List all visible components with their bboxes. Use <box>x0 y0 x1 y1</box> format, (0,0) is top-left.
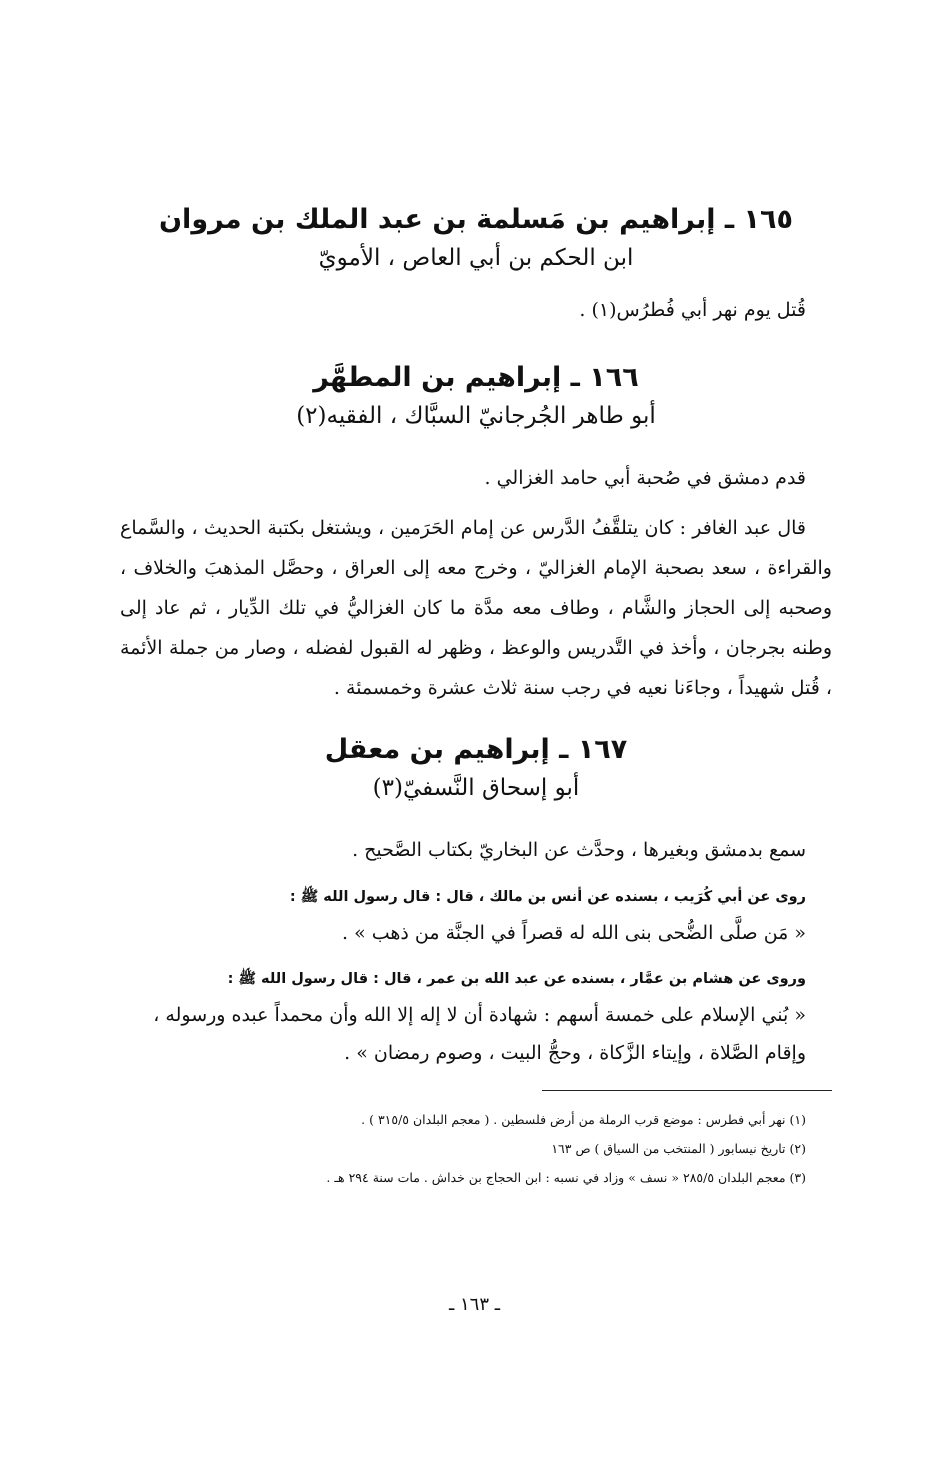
footnote: (٣) معجم البلدان ٢٨٥/٥ « نسف » وزاد في نسبه : ابن الحجاج بن خداش . مات سنة ٢٩٤ هـ . <box>326 1170 806 1185</box>
footnote: (١) نهر أبي فطرس : موضع قرب الرملة من أرض فلسطين . ( معجم البلدان ٣١٥/٥ ) . <box>361 1112 806 1127</box>
entry-subtitle-165: ابن الحكم بن أبي العاص ، الأمويّ <box>318 245 634 271</box>
footnote-divider <box>542 1090 832 1091</box>
entry-paragraph: قال عبد الغافر : كان يتلقَّفُ الدَّرس عن إمام الحَرَمين ، ويشتغل بكتبة الحديث ، والسَّماع والقراءة ، سعد بصحبة الإمام الغزاليّ ، وخرج معه إلى العراق ، وحصَّل المذهبَ والخلاف ، وصحبه إلى الحجاز والشَّام ، وطاف معه مدَّة ما كان الغزاليُّ في تلك الدِّيار ، ثم عاد إلى وطنه بجرجان ، وأخذ في التَّدريس والوعظ ، وظهر له القبول لفضله ، وصار من جملة الأئمة ، قُتل شهيداً ، وجاءَنا نعيه في رجب سنة ثلاث عشرة وخمسمئة . <box>120 517 832 699</box>
hadith-text: « مَن صلَّى الضُّحى بنى الله له قصراً في الجنَّة من ذهب » . <box>342 922 806 944</box>
entry-subtitle-166: أبو طاهر الجُرجانيّ السبَّاك ، الفقيه(٢) <box>296 403 656 429</box>
footnote: (٢) تاريخ نيسابور ( المنتخب من السياق ) ص ١٦٣ <box>551 1141 806 1156</box>
entry-paragraph: قُتل يوم نهر أبي فُطرُس(١) . <box>579 299 806 321</box>
narration-chain: روى عن أبي كُرَيب ، بسنده عن أنس بن مالك ، قال : قال رسول الله ﷺ : <box>289 889 806 905</box>
page-number: ـ ١٦٣ ـ <box>448 1294 500 1315</box>
entry-title-167: ١٦٧ ـ إبراهيم بن معقل <box>324 734 628 765</box>
narration-chain: وروى عن هشام بن عمَّار ، بسنده عن عبد الله بن عمر ، قال : قال رسول الله ﷺ : <box>227 971 806 987</box>
page-body <box>120 200 832 1192</box>
entry-subtitle-167: أبو إسحاق النَّسفيّ(٣) <box>372 775 580 801</box>
entry-paragraph: قدم دمشق في صُحبة أبي حامد الغزالي . <box>484 467 806 489</box>
hadith-text: « بُني الإسلام على خمسة أسهم : شهادة أن لا إله إلا الله وأن محمداً عبده ورسوله ، وإقام الصَّلاة ، وإيتاء الزَّكاة ، وحجُّ البيت ، وصوم رمضان » . <box>153 1004 806 1064</box>
entry-title-165: ١٦٥ ـ إبراهيم بن مَسلمة بن عبد الملك بن مروان <box>159 204 793 235</box>
entry-paragraph: سمع بدمشق وبغيرها ، وحدَّث عن البخاريّ بكتاب الصَّحيح . <box>352 839 806 861</box>
entry-title-166: ١٦٦ ـ إبراهيم بن المطهَّر <box>313 362 639 393</box>
